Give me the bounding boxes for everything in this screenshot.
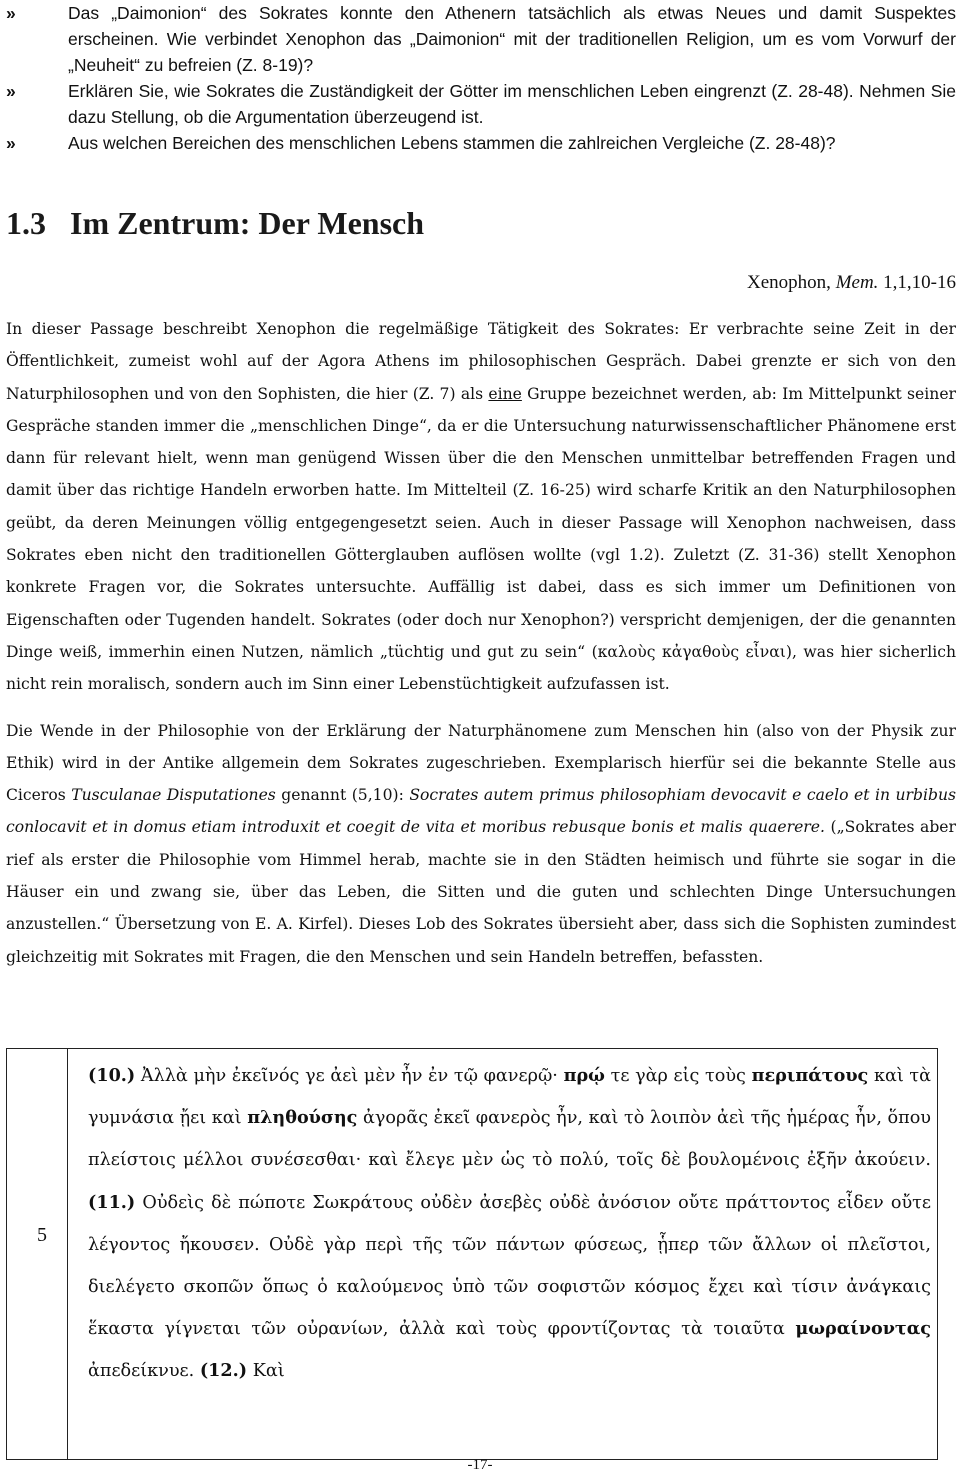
greek-segment: Οὐδεὶς δὲ πώποτε Σωκράτους οὐδὲν ἀσεβὲς οὐδὲ ἀνόσιον οὔτε πράττοντος εἶδεν οὔτε λέγοντος ἤκουσεν. Οὐδὲ γὰρ περὶ τῆς τῶν πάντων φύσεως, ᾗπερ τῶν ἄλλων οἱ πλεῖστοι, διελέγετο σκοπῶν ὅπως ὁ καλούμενος ὑπὸ τῶν σοφιστῶν κόσμος ἔχει καὶ τίσιν ἀνάγκαις ἕκαστα γίγνεται τῶν οὐρανίων, ἀλλὰ καὶ τοὺς φροντίζοντας τὰ τοιαῦτα [88,1192,931,1340]
paragraph-text: Die Wende in der Philosophie von der Erklärung der Naturphänomene zum Menschen hin (also von der Physik zur Ethik) wird in der Antike allgemein dem Sokrates zugeschrieben. Exemplarisch hierfür sei die bekannte Stelle aus Ciceros [6,721,956,805]
paragraph-2 [6,715,956,973]
task-list [6,0,956,156]
body-text [6,313,956,973]
greek-segment: Καὶ [247,1361,285,1382]
source-ref: 1,1,10-16 [878,272,956,293]
source-work: Mem. [835,272,879,293]
greek-text-box [6,1048,938,1460]
greek-segment: καὶ τὰ γυμνάσια ᾔει καὶ [88,1066,932,1129]
section-number: 1.3 [6,205,46,241]
task-item [6,78,956,130]
section-marker: (11.) [88,1191,136,1213]
section-heading [6,205,424,242]
vocab-word: πληθούσης [247,1107,358,1129]
paragraph-text: Gruppe bezeichnet werden, ab: Im Mittelpunkt seiner Gespräche standen immer die „menschlichen Dinge“, da er die Untersuchung naturwissenschaftlicher Phänomene erst dann für relevant hielt, wenn man genügend Wissen über die den Menschen unmittelbar betreffenden Fragen und damit über das richtige Handeln erworben hatte. Im Mittelteil (Z. 16-25) wird scharfe Kritik an den Naturphilosophen geübt, da deren Meinungen völlig entgegengesetzt seien. Auch in dieser Passage will Xenophon nachweisen, dass Sokrates eben nicht den traditionellen Götterglauben auflösen wollte (vgl 1.2). Zuletzt (Z. 31-36) stellt Xenophon konkrete Fragen vor, die Sokrates untersuchte. Auffällig ist dabei, dass es sich immer um Definitionen von Eigenschaften oder Tugenden handelt. Sokrates (oder doch nur Xenophon?) verspricht demjenigen, der die genannten Dinge weiß, immerhin einen Nutzen, nämlich „tüchtig und gut zu sein“ (καλοὺς κἀγαθοὺς εἶναι), was hier sicherlich nicht rein moralisch, sondern auch im Sinn einer Lebenstüchtigkeit aufzufassen ist. [6,384,957,694]
paragraph-text: In dieser Passage beschreibt Xenophon die regelmäßige Tätigkeit des Sokrates: Er verbrachte seine Zeit in der Öffentlichkeit, zumeist wohl auf der Agora Athens im philosophischen Gespräch. Dabei grenzte er sich von den Naturphilosophen und von den Sophisten, die hier (Z. 7) als [6,320,956,403]
vocab-word: πρῴ [563,1065,605,1086]
paragraph-text: genannt (5,10): [275,786,410,805]
task-text: Erklären Sie, wie Sokrates die Zuständigkeit der Götter im menschlichen Leben eingrenzt (Z. 28-48). Nehmen Sie dazu Stellung, ob die Argumentation überzeugend ist. [68,81,956,127]
section-title: Im Zentrum: Der Mensch [70,205,425,241]
vocab-word: περιπάτους [751,1065,869,1086]
line-number-column [7,1049,68,1459]
greek-segment: ἀγορᾶς ἐκεῖ φανερὸς ἦν, καὶ τὸ λοιπὸν ἀεὶ τῆς ἡμέρας ἦν, ὅπου πλείστοις μέλλοι συνέσεσθαι· καὶ ἔλεγε μὲν ὡς τὸ πολύ, τοῖς δὲ βουλομένοις ἐξῆν ἀκούειν. [88,1108,931,1171]
bullet: » [6,3,16,23]
underlined-word: eine [488,384,522,403]
section-marker: (10.) [88,1065,136,1086]
task-item [6,130,956,156]
bullet: » [6,81,16,101]
section-marker: (12.) [199,1360,248,1382]
bullet: » [6,133,16,153]
paragraph-text: („Sokrates aber rief als erster die Philosophie vom Himmel herab, machte sie in den Städten heimisch und führte sie sogar in die Häuser ein und zwang sie, über das Leben, die Sitten und die guten und schlechten Dinge Untersuchungen anzustellen.“ Übersetzung von E. A. Kirfel). Dieses Lob des Sokrates übersieht aber, dass sich die Sophisten zumindest gleichzeitig mit Sokrates mit Fragen, die den Menschen und sein Handeln betreffen, befassten. [6,818,956,966]
paragraph-1 [6,313,956,701]
task-text: Aus welchen Bereichen des menschlichen Lebens stammen die zahlreichen Vergleiche (Z. 28-48)? [68,133,836,153]
greek-segment: ἀπεδείκνυε. [88,1361,200,1382]
line-number: 5 [37,1224,47,1246]
vocab-word: μωραίνοντας [795,1318,931,1340]
latin-quote: Socrates autem primus philosophiam devocavit e caelo et in urbibus conlocavit et in domus etiam introduxit et coegit de vita et moribus rebusque bonis et malis quaerere. [6,786,957,837]
greek-segment: τε γὰρ εἰς τοὺς [604,1066,752,1086]
page-number: -17- [467,1457,493,1473]
source-reference [747,272,956,294]
cited-work: Tusculanae Disputationes [71,786,276,805]
greek-segment: Ἀλλὰ μὴν ἐκεῖνός γε ἀεὶ μὲν ἦν ἐν τῷ φανερῷ· [135,1066,564,1086]
task-text: Das „Daimonion“ des Sokrates konnte den Athenern tatsächlich als etwas Neues und damit Suspektes erscheinen. Wie verbindet Xenophon das „Daimonion“ mit der traditionellen Religion, um es vom Vorwurf der „Neuheit“ zu befreien (Z. 8-19)? [68,3,956,75]
greek-text [68,1049,937,1459]
task-item [6,0,956,78]
source-author: Xenophon, [747,272,836,293]
